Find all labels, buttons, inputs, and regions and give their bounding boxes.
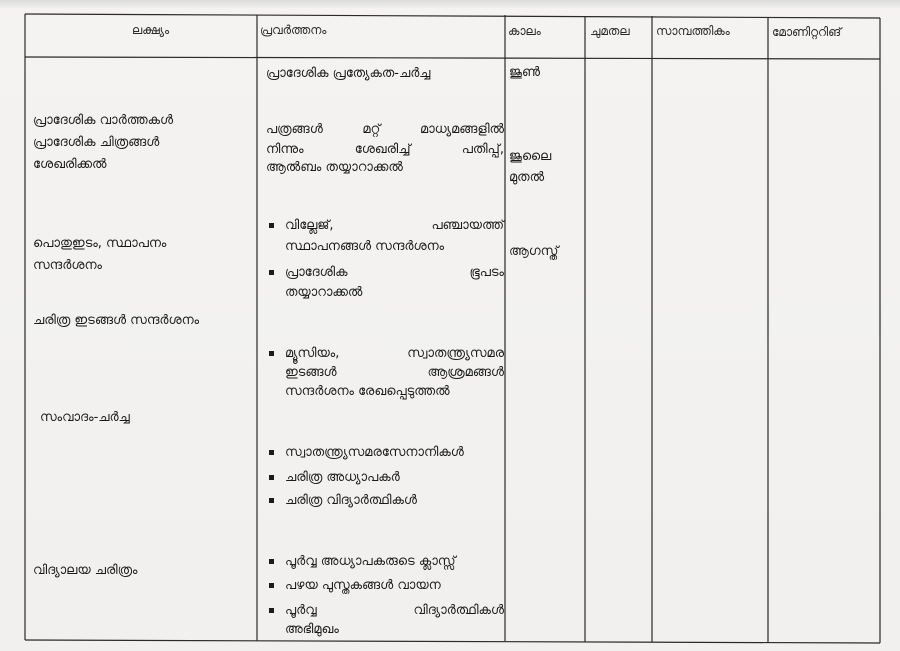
activity-alumni-word1: പൂർവ്വ bbox=[285, 603, 317, 618]
activity-museum-word1: മ്യൂസിയം, bbox=[285, 346, 340, 361]
activity-map-line1 bbox=[285, 262, 504, 284]
target-dialogue: സംവാദം-ചർച്ച bbox=[40, 410, 130, 425]
activity-village-word2: പഞ്ചായത്ത് bbox=[431, 218, 504, 233]
activity-papers-word1: പത്രങ്ങൾ bbox=[266, 122, 323, 137]
activity-alumni-line2: അഭിമുഖം bbox=[285, 622, 339, 637]
time-july-line1: ജൂലൈ bbox=[509, 149, 552, 164]
activity-alumni-word2: വിദ്യാർത്ഥികൾ bbox=[413, 603, 504, 618]
time-august: ആഗസ്ത് bbox=[509, 244, 559, 259]
activity-freedom-fighters: സ്വാതന്ത്ര്യസമരസേനാനികൾ bbox=[285, 442, 464, 464]
activity-museum-line3: സന്ദർശനം രേഖപ്പെടുത്തൽ bbox=[285, 384, 450, 399]
header-activity: പ്രവർത്തനം bbox=[260, 23, 327, 37]
activity-regional-discussion: പ്രാദേശിക പ്രത്യേകത-ചർച്ച bbox=[266, 66, 431, 81]
header-responsibility: ചുമതല bbox=[590, 24, 630, 38]
header-bottom-border bbox=[25, 57, 880, 59]
target-public-place-line2: സന്ദർശനം bbox=[33, 258, 102, 273]
target-history-places: ചരിത്ര ഇടങ്ങൾ സന്ദർശനം bbox=[33, 313, 200, 328]
activity-village-line1 bbox=[285, 215, 504, 237]
activity-papers-word2: മറ്റ് bbox=[362, 122, 381, 137]
table-top-border bbox=[25, 14, 880, 18]
time-june: ജൂൺ bbox=[509, 65, 541, 80]
activity-former-teachers-class: പൂർവ്വ അധ്യാപകരുടെ ക്ലാസ്സ് bbox=[285, 551, 456, 573]
activity-papers-word6: പതിപ്പ്, bbox=[461, 142, 504, 157]
activity-papers-word4: നിന്നും bbox=[266, 142, 304, 157]
activity-papers-word5: ശേഖരിച്ച് bbox=[354, 142, 411, 157]
activity-map-word2: ഭൂപടം bbox=[469, 265, 504, 280]
target-school-history: വിദ്യാലയ ചരിത്രം bbox=[33, 563, 138, 578]
activity-papers-line3: ആൽബം തയ്യാറാക്കൽ bbox=[266, 160, 403, 175]
activity-museum-word2: സ്വാതന്ത്ര്യസമര bbox=[407, 346, 504, 361]
activity-papers-word3: മാധ്യമങ്ങളിൽ bbox=[419, 122, 504, 137]
activity-village-word1: വില്ലേജ്, bbox=[285, 218, 334, 233]
activity-history-teachers: ചരിത്ര അധ്യാപകർ bbox=[285, 467, 400, 489]
activity-museum-word3: ഇടങ്ങൾ bbox=[285, 365, 337, 380]
activity-history-students: ചരിത്ര വിദ്യാർത്ഥികൾ bbox=[285, 490, 417, 512]
activity-papers-line1 bbox=[266, 119, 504, 141]
table-bottom-border bbox=[25, 640, 880, 643]
target-regional-news-line2: പ്രാദേശിക ചിത്രങ്ങൾ bbox=[33, 135, 160, 150]
header-target: ലക്ഷ്യം bbox=[132, 23, 170, 37]
header-monitoring: മോണിറ്ററിങ് bbox=[772, 25, 842, 39]
activity-village-line2: സ്ഥാപനങ്ങൾ സന്ദർശനം bbox=[285, 239, 445, 254]
activity-museum-word4: ആശ്രമങ്ങൾ bbox=[427, 365, 504, 380]
target-public-place-line1: പൊതുഇടം, സ്ഥാപനം bbox=[33, 236, 167, 251]
header-resources: സാമ്പത്തികം bbox=[656, 24, 730, 38]
time-july-line2: മുതൽ bbox=[509, 170, 545, 185]
activity-old-books-reading: പഴയ പുസ്തകങ്ങൾ വായന bbox=[285, 575, 441, 597]
activity-map-word1: പ്രാദേശിക bbox=[285, 265, 348, 280]
target-regional-news-line1: പ്രാദേശിക വാർത്തകൾ bbox=[33, 113, 174, 128]
target-regional-news-line3: ശേഖരിക്കൽ bbox=[33, 157, 107, 172]
activity-map-line2: തയ്യാറാക്കൽ bbox=[285, 285, 363, 300]
header-time: കാലം bbox=[508, 24, 541, 38]
